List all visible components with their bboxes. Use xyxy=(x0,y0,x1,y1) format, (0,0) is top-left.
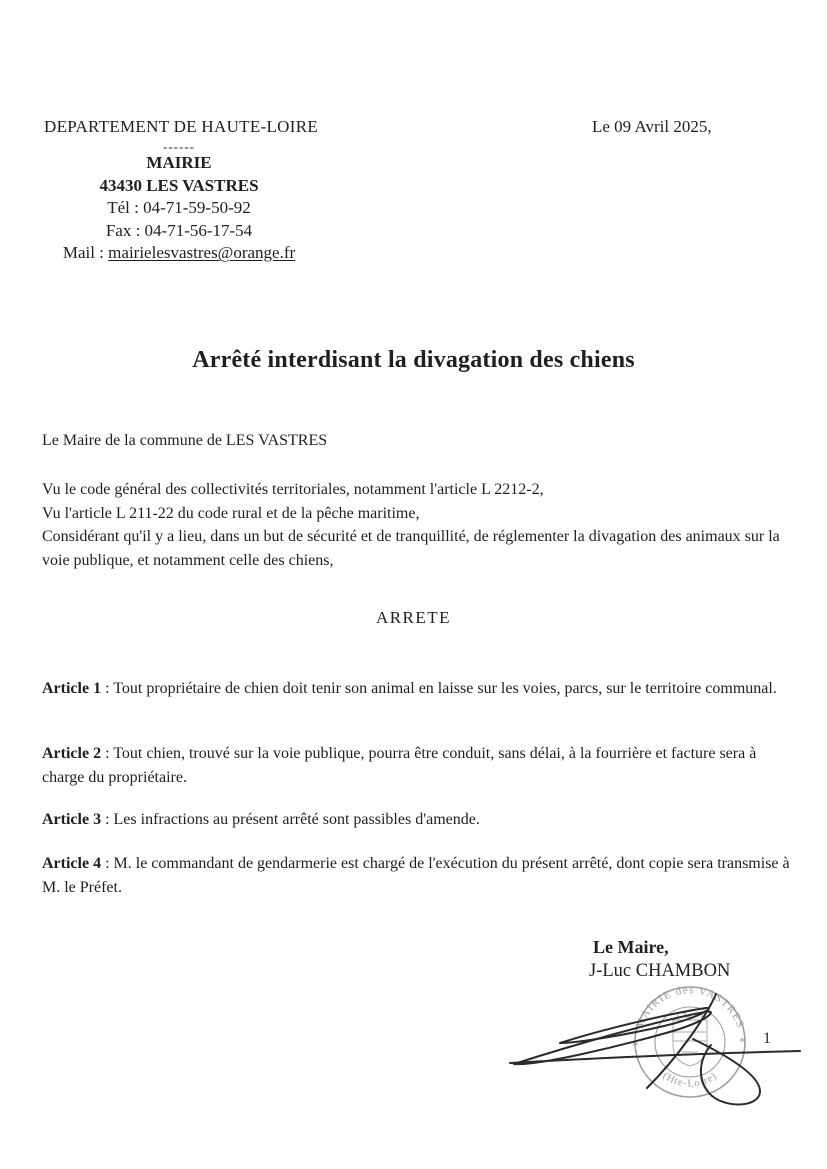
article-text: : Les infractions au présent arrêté sont passibles d'amende. xyxy=(101,811,480,828)
article-paragraph xyxy=(42,808,798,832)
article-text: : M. le commandant de gendarmerie est chargé de l'exécution du présent arrêté, dont copie sera transmise à M. le Préfet. xyxy=(42,855,790,896)
stamp-top-text: MAIRIE des VASTRES xyxy=(633,984,747,1031)
header-date: Le 09 Avril 2025, xyxy=(592,117,712,136)
page-marker: 1 xyxy=(763,1030,771,1047)
intro-line: Le Maire de la commune de LES VASTRES xyxy=(42,432,328,449)
article-paragraph xyxy=(42,852,798,899)
recitals-block xyxy=(42,478,798,572)
recital-line: Vu l'article L 211-22 du code rural et de la pêche maritime, xyxy=(42,504,420,522)
header-mail-address: mairielesvastres@orange.fr xyxy=(108,243,296,262)
article-label: Article 3 xyxy=(42,811,102,828)
header-fax: Fax : 04-71-56-17-54 xyxy=(105,220,253,240)
stamp-star-left-icon: * xyxy=(632,1038,639,1053)
stamp-bottom-text: (Hte-Loire) xyxy=(660,1070,720,1090)
header-postal-city: 43430 LES VASTRES xyxy=(99,175,259,195)
article-label: Article 2 xyxy=(42,745,102,762)
svg-text:(Hte-Loire) xyxy=(661,1070,720,1089)
stamp-star-right-icon: * xyxy=(739,1034,746,1049)
article-label: Article 4 xyxy=(42,855,102,872)
signature-role: Le Maire, xyxy=(593,937,669,957)
article-text: : Tout chien, trouvé sur la voie publique, pourra être conduit, sans délai, à la fourrière et facture sera à charge du propriétaire. xyxy=(42,745,757,786)
header-mail-label: Mail : xyxy=(62,243,109,262)
header-mail-line xyxy=(28,242,330,265)
header-department: DEPARTEMENT DE HAUTE-LOIRE xyxy=(44,117,319,136)
signature-and-stamp-area xyxy=(470,975,827,1145)
article-paragraph xyxy=(42,677,798,701)
header-phone: Tél : 04-71-59-50-92 xyxy=(107,198,251,217)
recital-line: Vu le code général des collectivités territoriales, notamment l'article L 2212-2, xyxy=(42,481,544,498)
header-separator: ------ xyxy=(163,139,195,154)
signature-name: J-Luc CHAMBON xyxy=(589,961,731,981)
article-label: Article 1 xyxy=(42,680,102,697)
decree-heading: ARRETE xyxy=(375,608,452,627)
municipal-stamp-icon xyxy=(632,984,747,1097)
recital-line: Considérant qu'il y a lieu, dans un but de sécurité et de tranquillité, de réglementer la divagation des animaux sur la voie publique, et notamment celle des chiens, xyxy=(42,528,780,569)
document-title: Arrêté interdisant la divagation des chiens xyxy=(192,347,635,373)
article-paragraph xyxy=(42,742,798,789)
header-townhall-block xyxy=(28,141,330,265)
article-text: : Tout propriétaire de chien doit tenir son animal en laisse sur les voies, parcs, sur le territoire communal. xyxy=(101,680,777,697)
header-office: MAIRIE xyxy=(146,153,212,172)
